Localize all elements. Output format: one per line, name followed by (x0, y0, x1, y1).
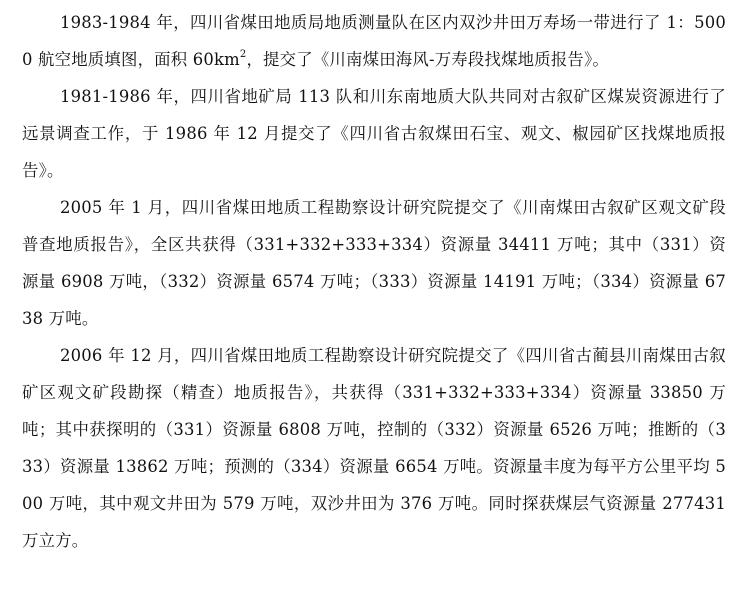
area-unit-superscript: 2 (239, 48, 247, 60)
paragraph-1983-text-end: ，提交了《川南煤田海风-万寿段找煤地质报告》。 (246, 50, 609, 69)
paragraph-1983-text: 1983-1984 年，四川省煤田地质局地质测量队在区内双沙井田万寿场一带进行了 1：5000 航空地质填图，面积 60km (22, 13, 726, 69)
paragraph-1983-aerial-mapping (22, 4, 726, 78)
paragraph-1981-survey: 1981-1986 年，四川省地矿局 113 队和川东南地质大队共同对古叙矿区煤炭资源进行了远景调查工作，于 1986 年 12 月提交了《四川省古叙煤田石宝、观文、椒园矿区找煤地质报告》。 (22, 87, 726, 180)
paragraph-2006-report: 2006 年 12 月，四川省煤田地质工程勘察设计研究院提交了《四川省古蔺县川南煤田古叙矿区观文矿段勘探（精查）地质报告》，共获得（331+332+333+334）资源量 33850 万吨；其中获探明的（331）资源量 6808 万吨，控制的（332）资源量 6526 万吨；推断的（333）资源量 13862 万吨；预测的（334）资源量 6654 万吨。资源量丰度为每平方公里平均 500 万吨，其中观文井田为 579 万吨，双沙井田为 376 万吨。同时探获煤层气资源量 277431 万立方。 (22, 346, 726, 550)
document-body (22, 4, 726, 559)
paragraph-2005-report: 2005 年 1 月，四川省煤田地质工程勘察设计研究院提交了《川南煤田古叙矿区观文矿段普查地质报告》，全区共获得（331+332+333+334）资源量 34411 万吨；其中（331）资源量 6908 万吨，（332）资源量 6574 万吨；（333）资源量 14191 万吨；（334）资源量 6738 万吨。 (22, 198, 726, 328)
